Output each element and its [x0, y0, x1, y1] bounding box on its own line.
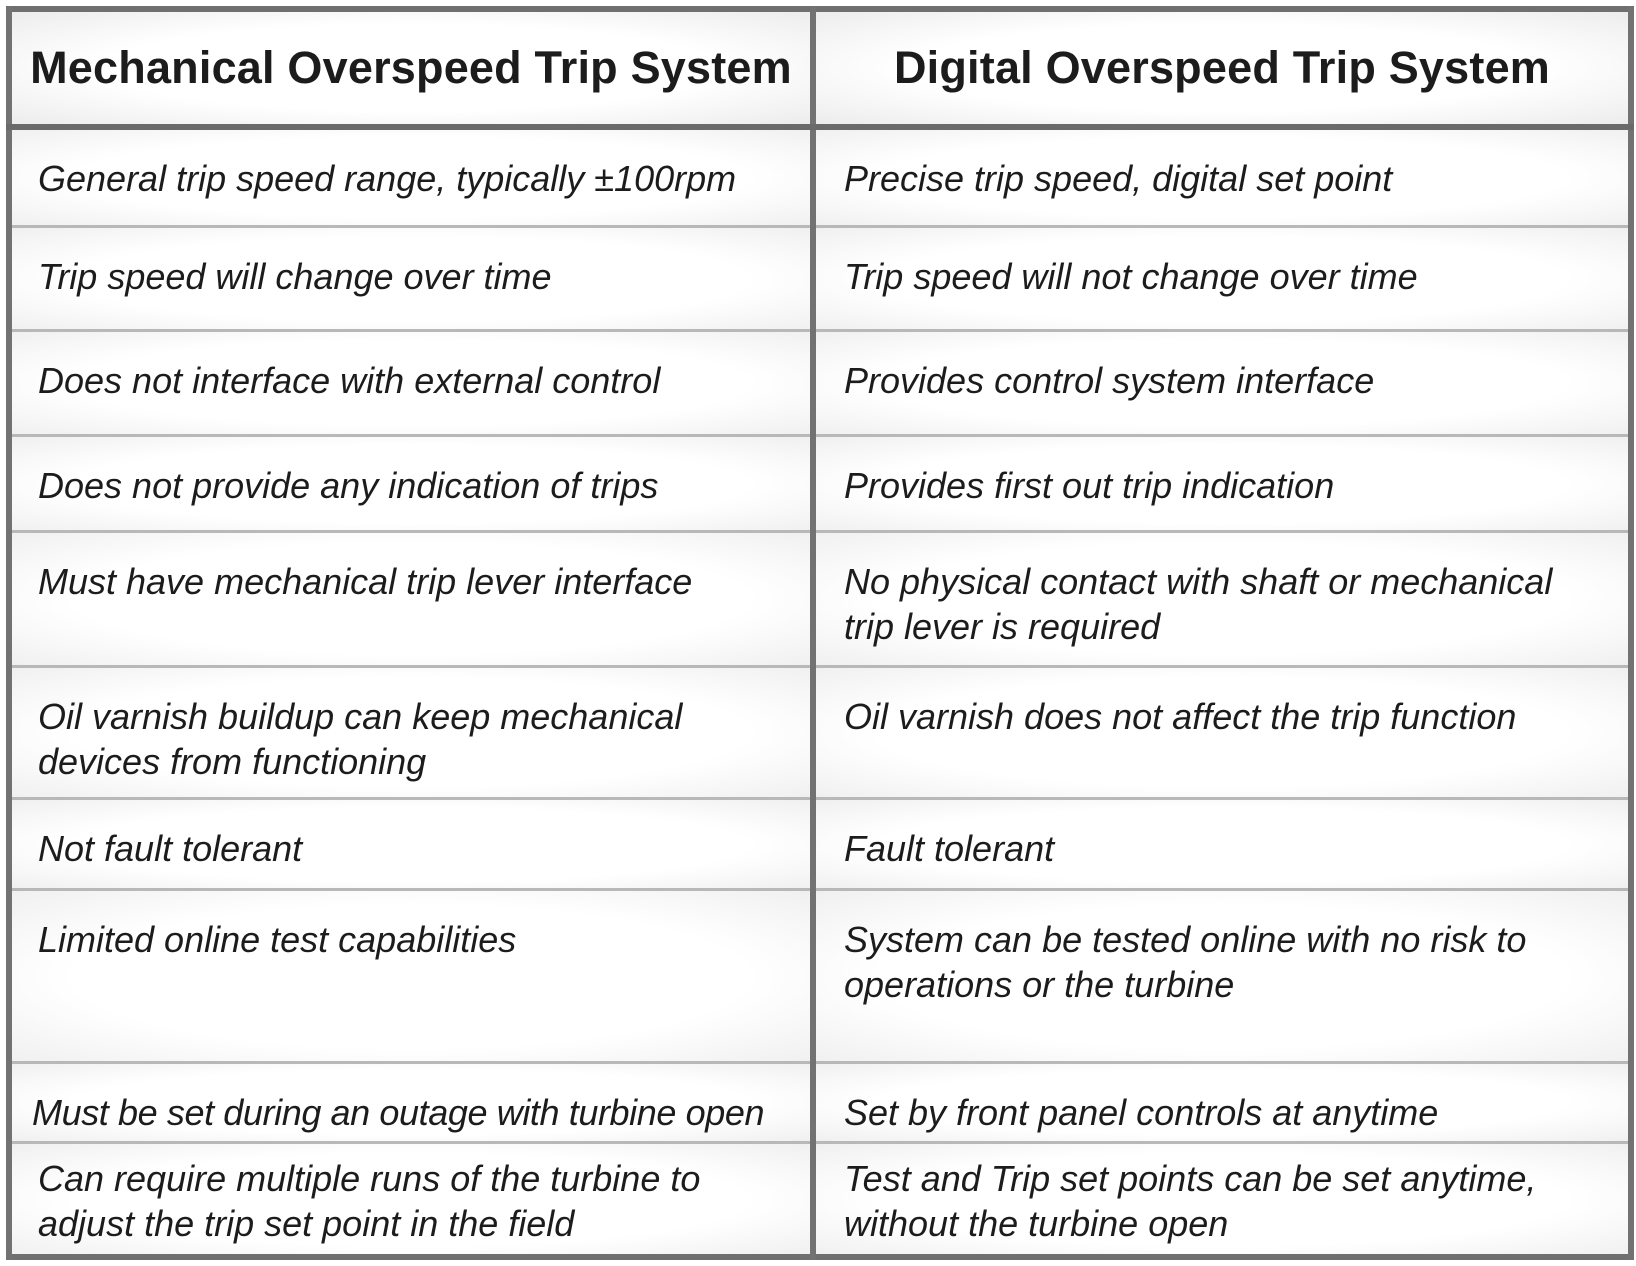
cell-mechanical: Does not provide any indication of trips [9, 436, 813, 531]
table-row [9, 1062, 1631, 1143]
cell-digital: Oil varnish does not affect the trip function [813, 666, 1631, 799]
cell-digital: Provides first out trip indication [813, 436, 1631, 531]
cell-mechanical: Trip speed will change over time [9, 227, 813, 331]
table-row [9, 531, 1631, 666]
cell-digital: System can be tested online with no risk to operations or the turbine [813, 890, 1631, 1062]
cell-mechanical: General trip speed range, typically ±100rpm [9, 127, 813, 227]
cell-mechanical: Oil varnish buildup can keep mechanical devices from functioning [9, 666, 813, 799]
cell-digital: Provides control system interface [813, 330, 1631, 436]
cell-digital: Test and Trip set points can be set anytime, without the turbine open [813, 1143, 1631, 1257]
table-row [9, 666, 1631, 799]
comparison-table [6, 6, 1634, 1260]
table-row [9, 436, 1631, 531]
cell-mechanical: Not fault tolerant [9, 799, 813, 890]
table-row [9, 1143, 1631, 1257]
cell-digital: Set by front panel controls at anytime [813, 1062, 1631, 1143]
header-mechanical: Mechanical Overspeed Trip System [9, 9, 813, 127]
cell-digital: Precise trip speed, digital set point [813, 127, 1631, 227]
header-digital: Digital Overspeed Trip System [813, 9, 1631, 127]
cell-digital: Fault tolerant [813, 799, 1631, 890]
cell-mechanical: Can require multiple runs of the turbine to adjust the trip set point in the field [9, 1143, 813, 1257]
cell-digital: No physical contact with shaft or mechanical trip lever is required [813, 531, 1631, 666]
cell-mechanical: Does not interface with external control [9, 330, 813, 436]
table-row [9, 227, 1631, 331]
header-row [9, 9, 1631, 127]
cell-mechanical: Must have mechanical trip lever interface [9, 531, 813, 666]
table-row [9, 127, 1631, 227]
cell-mechanical: Must be set during an outage with turbine open [9, 1062, 813, 1143]
cell-digital: Trip speed will not change over time [813, 227, 1631, 331]
table-row [9, 330, 1631, 436]
table-row [9, 799, 1631, 890]
cell-mechanical: Limited online test capabilities [9, 890, 813, 1062]
table-row [9, 890, 1631, 1062]
